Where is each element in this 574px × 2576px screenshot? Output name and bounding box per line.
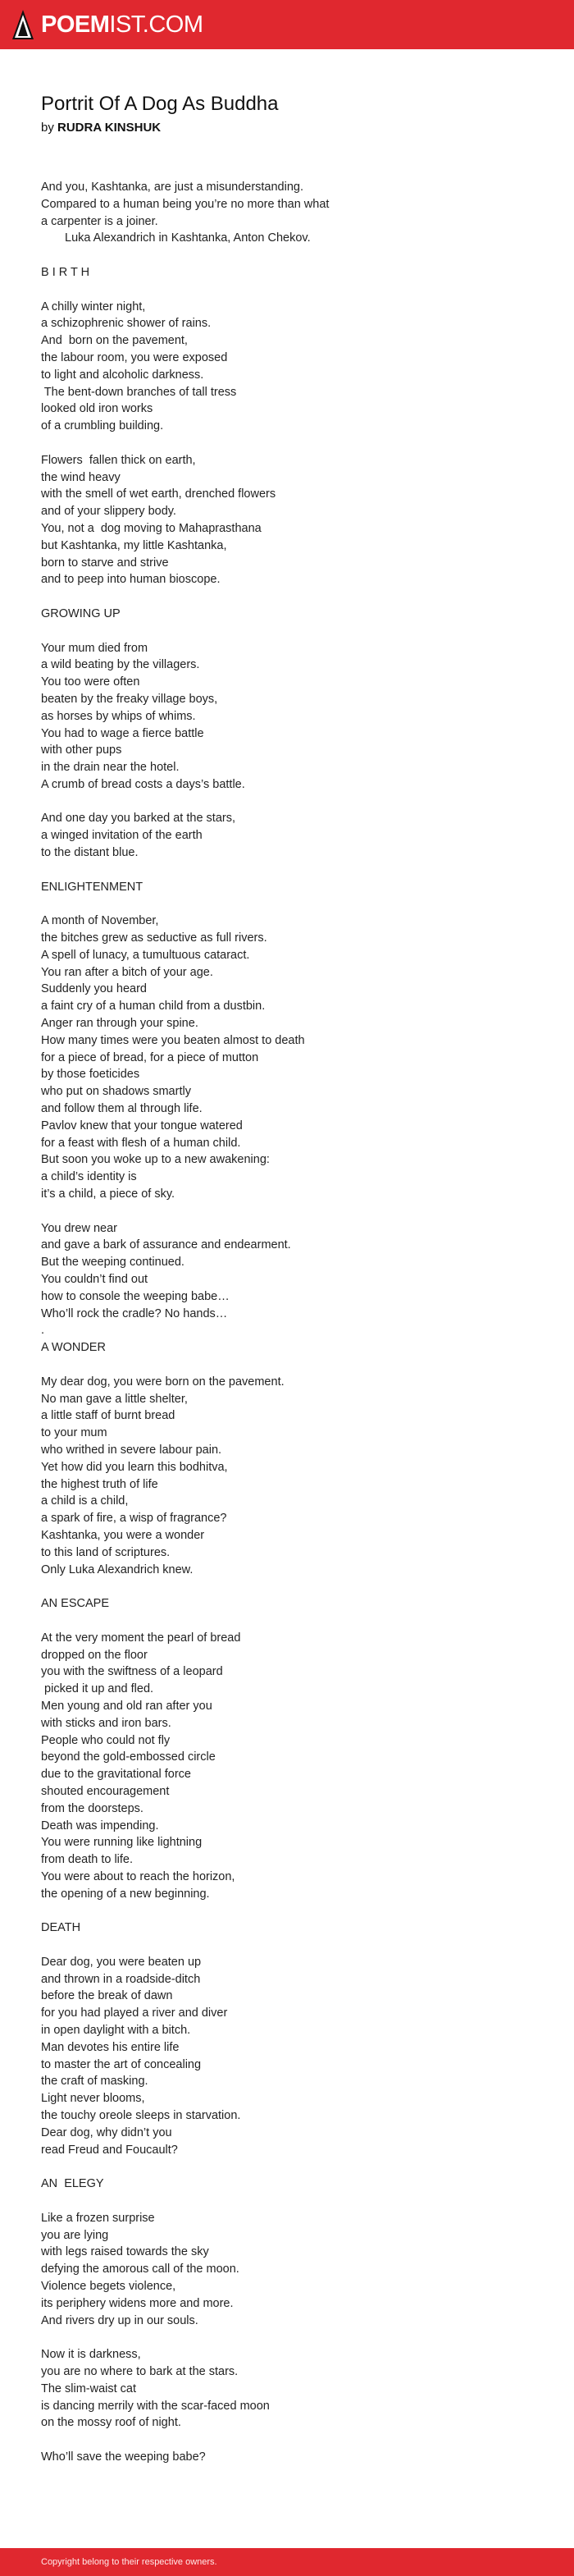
poem-line: [41, 2193, 533, 2210]
poem-line: of a crumbling building.: [41, 419, 164, 433]
poem-line: beyond the gold-embossed circle: [41, 1750, 216, 1764]
poem-line: A month of November,: [41, 914, 159, 928]
poem-line: before the break of dawn: [41, 1989, 173, 2003]
poem-line: AN ESCAPE: [41, 1597, 109, 1611]
poem-line: picked it up and fled.: [41, 1682, 154, 1696]
poem-line: Pavlov knew that your tongue watered: [41, 1119, 243, 1132]
poem-line: a spark of fire, a wisp of fragrance?: [41, 1512, 227, 1526]
poem-line: with other pups: [41, 744, 122, 757]
poem-line: You drew near: [41, 1221, 117, 1235]
poem-line: to your mum: [41, 1426, 107, 1440]
poem-line: with the smell of wet earth, drenched flowers: [41, 487, 276, 501]
poem-line: AN ELEGY: [41, 2177, 104, 2191]
poem-line: Man devotes his entire life: [41, 2040, 180, 2054]
poem-line: defying the amorous call of the moon.: [41, 2263, 239, 2276]
author-link[interactable]: RUDRA KINSHUK: [57, 121, 162, 135]
poem-line: and to peep into human bioscope.: [41, 573, 221, 587]
poem-line: dropped on the floor: [41, 1648, 148, 1662]
poem-line: for a piece of bread, for a piece of mutton: [41, 1050, 259, 1064]
poem-line: [41, 1613, 533, 1630]
poem-line: for a feast with flesh of a human child.: [41, 1136, 241, 1150]
poem-line: to master the art of concealing: [41, 2057, 202, 2071]
poem-line: Death was impending.: [41, 1819, 159, 1832]
poem-line: No man gave a little shelter,: [41, 1392, 188, 1406]
logo-thin: IST.COM: [109, 11, 203, 38]
poem-line: to this land of scriptures.: [41, 1545, 171, 1559]
poem-line: and follow them al through life.: [41, 1102, 203, 1116]
poem-line: and thrown in a roadside-ditch: [41, 1972, 201, 1986]
poem-line: How many times were you beaten almost to death: [41, 1033, 305, 1047]
poem-line: Like a frozen surprise: [41, 2211, 155, 2225]
poem-line: in open daylight with a bitch.: [41, 2024, 191, 2038]
poem-line: [41, 862, 533, 879]
poem-line: DEATH: [41, 1921, 81, 1935]
poem-line: a winged invitation of the earth: [41, 829, 203, 843]
poem-line: Dear dog, why didn’t you: [41, 2125, 172, 2139]
poem-line: with sticks and iron bars.: [41, 1716, 171, 1730]
site-footer: [0, 2548, 574, 2576]
poem-line: with legs raised towards the sky: [41, 2245, 209, 2259]
poem-line: and gave a bark of assurance and endearment.: [41, 1238, 291, 1252]
poem-line: Kashtanka, you were a wonder: [41, 1528, 205, 1542]
poem-line: You couldn’t find out: [41, 1273, 148, 1286]
poem-line: A spell of lunacy, a tumultuous cataract.: [41, 948, 250, 962]
poem-line: [41, 2158, 533, 2176]
poem-line: [41, 623, 533, 640]
poem-line: and of your slippery body.: [41, 505, 176, 519]
poem-line: from the doorsteps.: [41, 1801, 144, 1815]
poem-line: Light never blooms,: [41, 2092, 145, 2106]
poem-line: a wild beating by the villagers.: [41, 658, 200, 672]
poem-line: it’s a child, a piece of sky.: [41, 1187, 175, 1201]
poem-line: A WONDER: [41, 1341, 106, 1355]
poem-line: [41, 435, 533, 452]
poem-line: A crumb of bread costs a days’s battle.: [41, 777, 245, 791]
copyright-text: Copyright belong to their respective owners.: [41, 2557, 217, 2567]
logo-wordmark: [41, 9, 203, 40]
poem-line: And born on the pavement,: [41, 334, 188, 348]
poem-line: And you, Kashtanka, are just a misunderstanding.: [41, 181, 303, 194]
poem-line: [41, 2432, 533, 2449]
poem-line: you with the swiftness of a leopard: [41, 1665, 223, 1679]
poem-line: A chilly winter night,: [41, 300, 146, 313]
poem-line: People who could not fly: [41, 1733, 171, 1747]
poem-line: you are no where to bark at the stars.: [41, 2365, 239, 2378]
poem-line: a faint cry of a human child from a dustbin.: [41, 1000, 266, 1013]
poem-title: Portrit Of A Dog As Buddha: [41, 93, 279, 115]
poem-line: Only Luka Alexandrich knew.: [41, 1563, 194, 1576]
poem-line: Violence begets violence,: [41, 2280, 176, 2294]
poem-line: as horses by whips of whims.: [41, 709, 196, 723]
poem-line: B I R T H: [41, 265, 90, 279]
poem-line: shouted encouragement: [41, 1784, 170, 1798]
poem-line: Suddenly you heard: [41, 982, 147, 996]
poem-line: to light and alcoholic darkness.: [41, 368, 204, 382]
poem-line: At the very moment the pearl of bread: [41, 1631, 241, 1645]
poem-line: And one day you barked at the stars,: [41, 812, 235, 826]
poem-line: The bent-down branches of tall tress: [41, 385, 237, 399]
poem-line: [41, 794, 533, 811]
poem-line: Who’ll rock the cradle? No hands…: [41, 1306, 228, 1320]
poem-line: [41, 1357, 533, 1374]
poem-line: the labour room, you were exposed: [41, 350, 228, 364]
poem-line: Flowers fallen thick on earth,: [41, 453, 196, 467]
poem-line: [41, 1902, 533, 1919]
poem-line: the highest truth of life: [41, 1477, 158, 1491]
poem-line: beaten by the freaky village boys,: [41, 692, 218, 706]
poem-line: a carpenter is a joiner.: [41, 214, 158, 228]
poem-line: read Freud and Foucault?: [41, 2143, 178, 2157]
site-header: [0, 0, 574, 49]
poem-line: You too were often: [41, 675, 140, 689]
poem-line: who put on shadows smartly: [41, 1085, 191, 1099]
poem-line: looked old iron works: [41, 402, 153, 416]
poem-line: You had to wage a fierce battle: [41, 726, 204, 740]
poem-line: you are lying: [41, 2228, 109, 2242]
poem-line: The slim-waist cat: [41, 2382, 137, 2395]
poem-line: a little staff of burnt bread: [41, 1409, 175, 1423]
poem-line: on the mossy roof of night.: [41, 2416, 181, 2430]
poem-line: the wind heavy: [41, 470, 121, 484]
poem-line: Now it is darkness,: [41, 2348, 141, 2362]
poem-line: My dear dog, you were born on the pavement.: [41, 1375, 285, 1389]
poem-line: to the distant blue.: [41, 846, 139, 860]
poem-line: the touchy oreole sleeps in starvation.: [41, 2109, 241, 2123]
poem-line: Your mum died from: [41, 641, 148, 655]
poem-line: You were about to reach the horizon,: [41, 1869, 235, 1883]
poem-line: Compared to a human being you’re no more than what: [41, 197, 330, 211]
poem-line: who writhed in severe labour pain.: [41, 1443, 222, 1457]
site-logo[interactable]: [11, 9, 203, 40]
poem-line: a schizophrenic shower of rains.: [41, 317, 212, 331]
poem-line: You, not a dog moving to Mahaprasthana: [41, 521, 262, 535]
poem-body: [41, 179, 533, 2466]
poem-line: from death to life.: [41, 1853, 134, 1867]
logo-bold: POEM: [41, 11, 110, 38]
poem-line: Yet how did you learn this bodhitva,: [41, 1460, 228, 1474]
poem-line: [41, 2329, 533, 2346]
poem-line: [41, 1578, 533, 1595]
poem-line: [41, 588, 533, 606]
poem-line: And rivers dry up in our souls.: [41, 2313, 198, 2327]
poem-line: due to the gravitational force: [41, 1768, 191, 1782]
poem-line: [41, 1203, 533, 1220]
poem-line: a child’s identity is: [41, 1170, 137, 1184]
poem-line: GROWING UP: [41, 606, 121, 620]
pencil-tip-icon: [11, 9, 34, 40]
poem-line: in the drain near the hotel.: [41, 761, 180, 775]
poem-line: by those foeticides: [41, 1068, 140, 1082]
poem-line: how to console the weeping babe…: [41, 1289, 230, 1303]
poem-line: [41, 1937, 533, 1954]
poem-line: But soon you woke up to a new awakening:: [41, 1153, 270, 1167]
poem-line: the bitches grew as seductive as full rivers.: [41, 931, 267, 945]
poem-line: Dear dog, you were beaten up: [41, 1955, 202, 1969]
poem-line: but Kashtanka, my little Kashtanka,: [41, 538, 227, 552]
poem-line: Who’ll save the weeping babe?: [41, 2450, 206, 2464]
poem-line: Luka Alexandrich in Kashtanka, Anton Chekov.: [41, 231, 311, 245]
poem-line: born to starve and strive: [41, 556, 169, 570]
poem-line: Anger ran through your spine.: [41, 1017, 198, 1031]
poem-line: for you had played a river and diver: [41, 2006, 228, 2020]
poem-line: ENLIGHTENMENT: [41, 880, 144, 894]
poem-byline: [41, 120, 161, 136]
poem-line: But the weeping continued.: [41, 1256, 184, 1270]
poem-line: .: [41, 1324, 45, 1338]
poem-line: [41, 247, 533, 264]
poem-line: its periphery widens more and more.: [41, 2296, 234, 2310]
poem-line: You ran after a bitch of your age.: [41, 965, 213, 979]
poem-line: is dancing merrily with the scar-faced moon: [41, 2399, 270, 2413]
poem-line: a child is a child,: [41, 1494, 129, 1508]
poem-line: the craft of masking.: [41, 2075, 148, 2089]
poem-line: [41, 895, 533, 913]
byline-prefix: by: [41, 121, 54, 135]
poem-line: You were running like lightning: [41, 1836, 203, 1850]
poem-line: the opening of a new beginning.: [41, 1887, 210, 1901]
poem-line: Men young and old ran after you: [41, 1699, 212, 1713]
poem-line: [41, 281, 533, 299]
